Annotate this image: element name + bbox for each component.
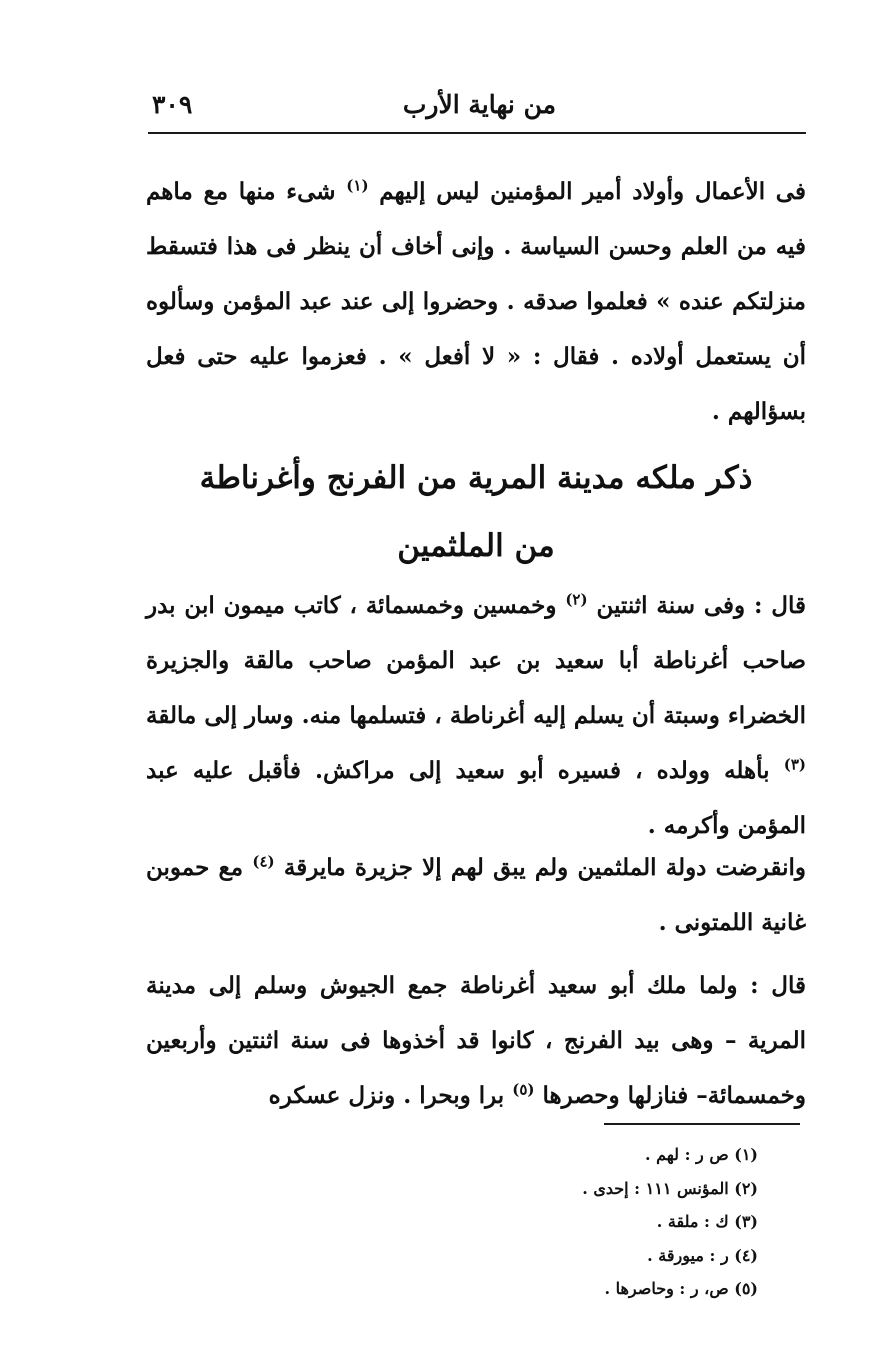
footnote-1: (١) ص ر : لهم . — [644, 1145, 758, 1164]
section-heading-line-2: من الملثمين — [397, 528, 555, 564]
note-ref-2: (٢) — [565, 590, 588, 609]
paragraph-2-text-a: قال : وفى سنة اثنتين — [596, 592, 806, 619]
paragraph-2-text-c: بأهله وولده ، فسيره أبو سعيد إلى مراكش. فأقبل عليه عبد المؤمن وأكرمه . — [146, 757, 806, 839]
paragraph-4-text-a: قال : ولما ملك أبو سعيد أغرناطة جمع الجيوش وسلم إلى مدينة المرية – وهى بيد الفرنج ، كانوا قد أخذوها فى سنة اثنتين وأربعين وخمسمائة– فنازلها وحصرها — [146, 972, 806, 1109]
footnotes — [440, 1138, 758, 1306]
note-ref-3: (٣) — [783, 755, 806, 774]
paragraph-3-text-a: وانقرضت دولة الملثمين ولم يبق لهم إلا جزيرة مايرقة — [283, 854, 806, 881]
paragraph-4-text-b: برا وبحرا . ونزل عسكره — [268, 1082, 505, 1109]
running-header — [148, 86, 806, 126]
section-heading-line-1: ذكر ملكه مدينة المرية من الفرنج وأغرناطة — [199, 460, 753, 496]
paragraph-2-text-b: وخمسين وخمسمائة ، كاتب ميمون ابن بدر صاحب أغرناطة أبا سعيد بن عبد المؤمن صاحب مالقة والجزيرة الخضراء وسبتة أن يسلم إليه أغرناطة ، فتسلمها منه. وسار إلى مالقة — [146, 592, 806, 729]
paragraph-1 — [146, 164, 806, 439]
footnote-3: (٣) ك : ملقة . — [656, 1212, 758, 1231]
footnote-2: (٢) المؤنس ١١١ : إحدى . — [582, 1178, 758, 1198]
note-ref-5: (٥) — [512, 1080, 535, 1099]
paragraph-3 — [146, 840, 806, 950]
paragraph-4 — [146, 958, 806, 1123]
note-ref-4: (٤) — [252, 852, 275, 871]
paragraph-3-text-b: مع حموبن غانية اللمتونى . — [146, 854, 806, 936]
paragraph-1-text-b: شىء منها مع ماهم فيه من العلم وحسن السياسة . وإنى أخاف أن ينظر فى هذا فتسقط منزلتكم عنده » فعلموا صدقه . وحضروا إلى عند عبد المؤمن وسألوه أن يستعمل أولاده . فقال : « لا أفعل » . فعزموا عليه حتى فعل بسؤالهم . — [146, 178, 806, 425]
paragraph-1-text-a: فى الأعمال وأولاد أمير المؤمنين ليس إليهم — [379, 178, 806, 205]
footnote-4: (٤) ر : ميورقة . — [647, 1245, 758, 1265]
header-rule — [148, 132, 806, 134]
page-number: ٣٠٩ — [152, 90, 193, 119]
footnote-5: (٥) ص، ر : وحاصرها . — [604, 1279, 758, 1298]
paragraph-2 — [146, 578, 806, 853]
running-title: من نهاية الأرب — [402, 90, 556, 119]
note-ref-1: (١) — [346, 176, 369, 195]
footnote-rule — [604, 1123, 800, 1125]
